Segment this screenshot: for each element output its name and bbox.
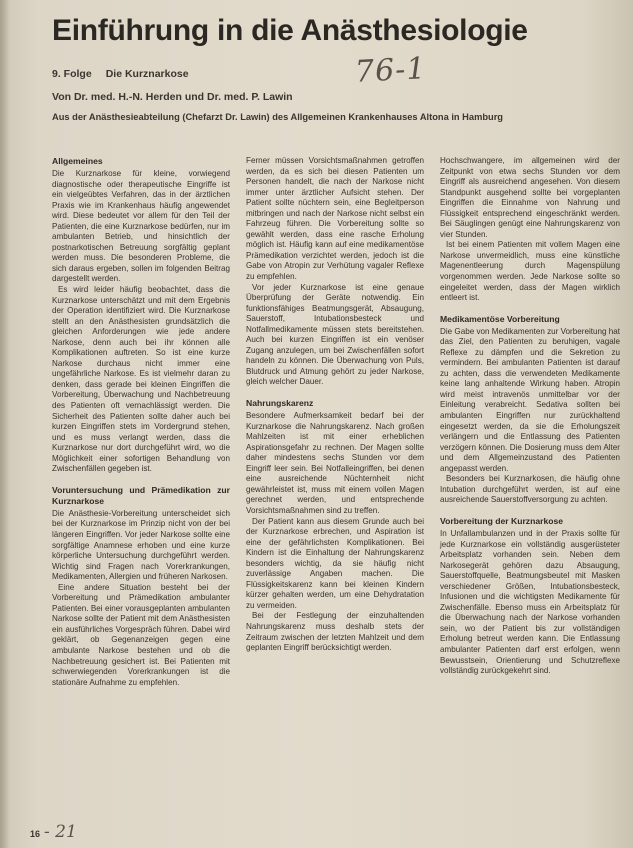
section-heading: Voruntersuchung und Prämedikation zur Kurznarkose [52,484,230,506]
article-title: Einführung in die Anästhesiologie [52,14,528,47]
handwritten-annotation: 76-1 [354,51,428,90]
paragraph: Die Anästhesie-Vorbereitung unterscheidet sich bei der Kurznarkose im Prinzip nicht von der bei längeren Eingriffen. Vor jeder Narkose sollte eine sorgfältige Anamnese erhoben und eine kurze körperliche Untersuchung durchgeführt werden. Wichtig sind Fragen nach Vorerkrankungen, Medikamenten, Allergien und früheren Narkosen. [52,508,230,582]
paragraph: Eine andere Situation besteht bei der Vorbereitung und Prämedikation ambulanter Patienten. Bei einer vorausgeplanten ambulanten Narkose sollte der Patient mit dem Anästhesisten ein ausführliches Vorgespräch führen. Dabei wird geklärt, ob Gegenanzeigen gegen eine ambulante Narkose bestehen und ob die Nachbetreuung gesichert ist. Bei Patienten mit schwerwiegenden Vorerkrankungen ist die stationäre Aufnahme zu empfehlen. [52,582,230,687]
paragraph: Es wird leider häufig beobachtet, dass die Kurznarkose unterschätzt und mit dem Ergebnis der Operation identifiziert wird. Die Kurznarkose stellt an den Anästhesisten grundsätzlich die gleichen Anforderungen wie jede andere Narkose, denn auch bei ihr können alle Komplikationen auftreten. So ist eine kurze Narkose durchaus nicht immer eine ungefährliche Narkose. Es ist vielmehr daran zu denken, dass gerade bei kleinen Eingriffen die Vorbereitung, Überwachung und Nachbetreuung des Patienten oft vernachlässigt werden. Die Sicherheit des Patienten sollte daher auch bei kurzen Eingriffen stets im Vordergrund stehen, und es muss verlangt werden, dass die Kurznarkose nur dort durchgeführt wird, wo die Möglichkeit einer sofortigen Behandlung von Zwischenfällen gegeben ist. [52,285,230,474]
paragraph: In Unfallambulanzen und in der Praxis sollte für jede Kurznarkose ein vollständig ausgerüsteter Arbeitsplatz vorhanden sein. Neben dem Narkosegerät gehören dazu Absaugung, Sauerstoffquelle, Beatmungsbeutel mit Masken verschiedener Größen, Intubationsbesteck, Infusionen und die wichtigsten Medikamente für Zwischenfälle. Ebenso muss ein Arbeitsplatz für die Überwachung nach der Narkose vorhanden sein, wo der Patient bis zur vollständigen Erholung betreut werden kann. Die Entlassung ambulanter Patienten darf erst erfolgen, wenn Bewusstsein, Orientierung und Schutzreflexe vollständig zurückgekehrt sind. [440,528,620,676]
paragraph: Die Gabe von Medikamenten zur Vorbereitung hat das Ziel, den Patienten zu beruhigen, vagale Reflexe zu dämpfen und die Sekretion zu vermindern. Bei ambulanten Patienten ist darauf zu achten, dass die verwendeten Medikamente keine lang anhaltende Wirkung haben. Atropin wird meist intravenös unmittelbar vor der Einleitung verabreicht. Sedativa sollten bei ambulanten Eingriffen nur zurückhaltend eingesetzt werden, da sie die Erholungszeit verlängern und die Entlassung des Patienten verzögern können. Die Dosierung muss dem Alter und dem Allgemeinzustand des Patienten angepasst werden. [440,326,620,473]
paragraph: Hochschwangere, im allgemeinen wird der Zeitpunkt von etwa sechs Stunden vor dem Eingriff als ausreichend angesehen. Von diesem Standpunkt ausgehend sollte bei vorgeplanten Eingriffen die Einnahme von Nahrung und Flüssigkeit entsprechend eingeschränkt werden. Bei Säuglingen genügt eine Nahrungskarenz von vier Stunden. [440,156,620,239]
page-number-handwritten: - 21 [44,822,77,842]
series-line [52,68,189,80]
paragraph: Vor jeder Kurznarkose ist eine genaue Überprüfung der Geräte notwendig. Ein funktionsfähiges Beatmungsgerät, Absaugung, Sauerstoff, Intubationsbesteck und Notfallmedikamente müssen stets bereitstehen. Auch bei kurzen Eingriffen ist ein venöser Zugang anzulegen, um bei Zwischenfällen sofort handeln zu können. Die Überwachung von Puls, Blutdruck und Atmung gehört zu jeder Narkose, gleich welcher Dauer. [246,282,424,387]
paragraph: Bei der Festlegung der einzuhaltenden Nahrungskarenz muss deshalb stets der Zeitraum zwischen der letzten Mahlzeit und dem geplanten Eingriff berücksichtigt werden. [246,611,424,653]
series-part: 9. Folge [52,68,92,80]
section-heading: Vorbereitung der Kurznarkose [440,515,564,526]
section-heading: Allgemeines [52,156,103,166]
text-column-2 [246,156,424,654]
paragraph: Besonders bei Kurznarkosen, die häufig ohne Intubation durchgeführt werden, ist auf eine ausreichende Sauerstoffversorgung zu achten. [440,474,620,505]
section-heading: Medikamentöse Vorbereitung [440,313,560,324]
authors-line: Von Dr. med. H.-N. Herden und Dr. med. P. Lawin [52,91,293,103]
series-topic: Die Kurznarkose [105,68,189,80]
paragraph: Ist bei einem Patienten mit vollem Magen eine Narkose unvermeidlich, muss eine künstliche Magenentleerung durch Magenspülung vorgenommen werden. Jede Narkose sollte so eingeleitet werden, dass der Magen wirklich entleert ist. [440,240,620,303]
page-number-printed: 16 [30,829,41,839]
paragraph: Ferner müssen Vorsichtsmaßnahmen getroffen werden, da es sich bei diesen Patienten um Personen handelt, die nach der Narkose nicht immer unter ärztlicher Aufsicht stehen. Der Patient sollte nüchtern sein, eine Begleitperson mitbringen und nach der Narkose nicht selbst ein Fahrzeug führen. Die Vorbereitung sollte so gewählt werden, dass eine rasche Erholung möglich ist. Häufig kann auf eine medikamentöse Prämedikation verzichtet werden, jedoch ist die Gabe von Atropin zur Verhütung vagaler Reflexe zu empfehlen. [246,156,424,282]
text-column-1 [52,156,230,688]
paragraph: Der Patient kann aus diesem Grunde auch bei der Kurznarkose erbrechen, und Aspiration ist eine der gefährlichsten Komplikationen. Bei Kindern ist die Einhaltung der Nahrungskarenz besonders wichtig, da sie häufig nicht zuverlässige Angaben machen. Die Flüssigkeitskarenz kann bei kleinen Kindern kürzer gehalten werden, um eine Dehydratation zu vermeiden. [246,516,424,610]
text-column-3 [440,156,620,677]
paragraph: Die Kurznarkose für kleine, vorwiegend diagnostische oder therapeutische Eingriffe ist ein vielgeübtes Verfahren, das in der ärztlichen Praxis wie im Krankenhaus häufig angewendet wird. Diese bedeutet vor allem für den Teil der Patienten, die eine Kurznarkose bedürfen, nur im ambulanten Betrieb, und hinsichtlich der postnarkotischen Betreuung sorgfältig geplant werden muss. Die besonderen Probleme, die sich daraus ergeben, sollen im folgenden Beitrag dargestellt werden. [52,169,230,284]
affiliation-line: Aus der Anästhesieabteilung (Chefarzt Dr. Lawin) des Allgemeinen Krankenhauses Altona in Hamburg [52,112,503,122]
paragraph: Besondere Aufmerksamkeit bedarf bei der Kurznarkose die Nahrungskarenz. Nach großen Mahlzeiten ist mit einer erheblichen Aspirationsgefahr zu rechnen. Der Magen sollte daher mindestens sechs Stunden vor dem Eingriff leer sein. Bei Notfalleingriffen, bei denen eine ausreichende Nüchternheit nicht gewährleistet ist, muss mit einem vollen Magen gerechnet werden, und entsprechende Vorsichtsmaßnahmen sind zu treffen. [246,411,424,515]
page-number [30,822,77,842]
section-heading: Nahrungskarenz [246,398,314,409]
